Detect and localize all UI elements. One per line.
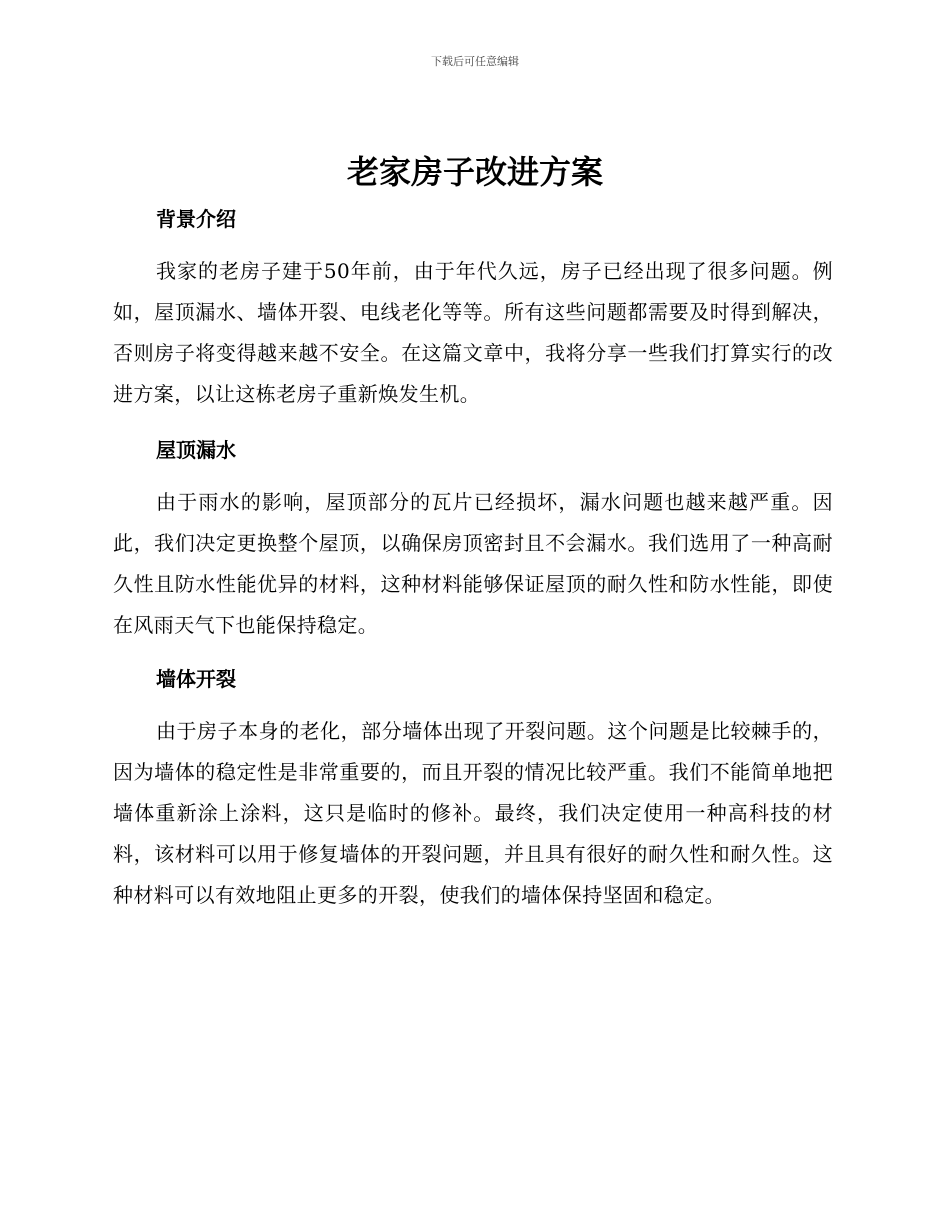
section-heading-wall-cracks: 墙体开裂: [156, 667, 236, 691]
page-header-note: 下载后可任意编辑: [431, 55, 519, 68]
section-heading-background: 背景介绍: [156, 207, 236, 231]
section-heading-roof-leak: 屋顶漏水: [156, 438, 236, 462]
document-body: [113, 203, 833, 916]
document-title: 老家房子改进方案: [346, 153, 603, 191]
section-paragraph-wall-cracks: 由于房子本身的老化，部分墙体出现了开裂问题。这个问题是比较棘手的，因为墙体的稳定性是非常重要的，而且开裂的情况比较严重。我们不能简单地把墙体重新涂上涂料，这只是临时的修补。最终，我们决定使用一种高科技的材料，该材料可以用于修复墙体的开裂问题，并且具有很好的耐久性和耐久性。这种材料可以有效地阻止更多的开裂，使我们的墙体保持坚固和稳定。: [113, 719, 833, 907]
section-paragraph-roof-leak: 由于雨水的影响，屋顶部分的瓦片已经损坏，漏水问题也越来越严重。因此，我们决定更换整个屋顶，以确保房顶密封且不会漏水。我们选用了一种高耐久性且防水性能优异的材料，这种材料能够保证屋顶的耐久性和防水性能，即使在风雨天气下也能保持稳定。: [113, 490, 833, 637]
section-paragraph-background: 我家的老房子建于50年前，由于年代久远，房子已经出现了很多问题。例如，屋顶漏水、墙体开裂、电线老化等等。所有这些问题都需要及时得到解决，否则房子将变得越来越不安全。在这篇文章中，我将分享一些我们打算实行的改进方案，以让这栋老房子重新焕发生机。: [113, 259, 833, 406]
